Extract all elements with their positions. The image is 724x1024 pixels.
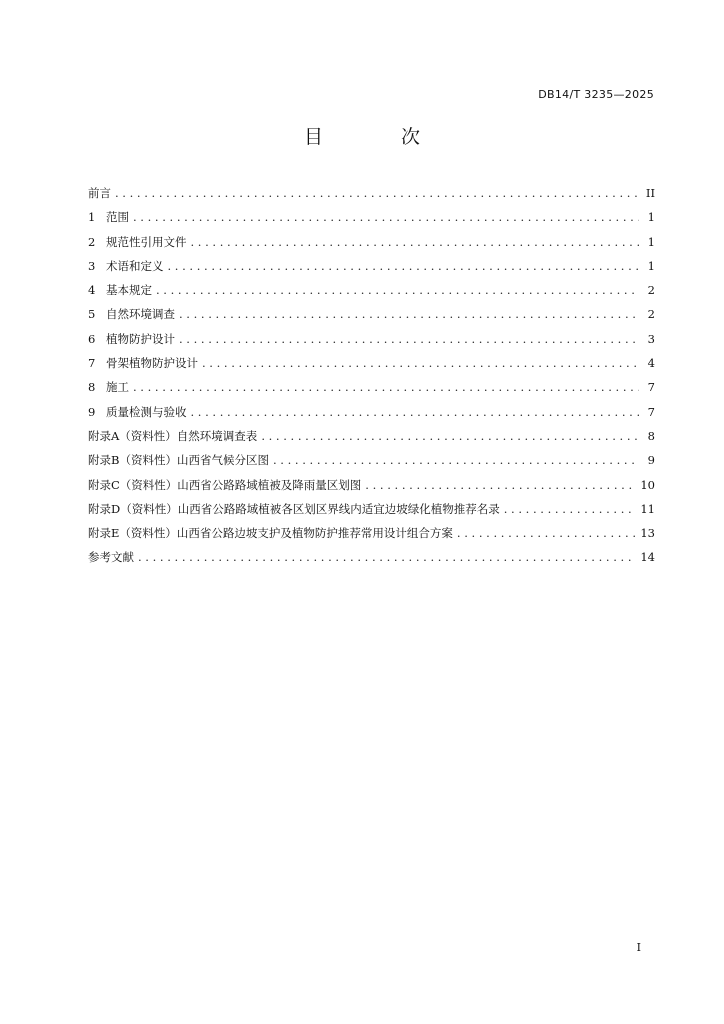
toc-leader-dots [179,332,639,346]
toc-entry-label: 附录A（资料性）自然环境调查表 [88,428,258,443]
table-of-contents [88,185,655,574]
toc-leader-dots [179,307,639,321]
page-title: 目 次 [303,126,457,148]
toc-entry-label: 基本规定 [106,283,152,298]
toc-entry-appendix-a[interactable] [88,428,655,452]
toc-leader-dots [191,405,640,419]
toc-entry-appendix-c[interactable] [88,477,655,501]
toc-entry-2[interactable] [88,234,655,258]
toc-entry-page: 10 [640,477,655,492]
toc-entry-number: 5 [88,307,96,322]
toc-entry-page: 1 [647,234,655,249]
toc-entry-label: 附录E（资料性）山西省公路边坡支护及植物防护推荐常用设计组合方案 [88,526,453,541]
toc-leader-dots [365,478,636,492]
toc-leader-dots [115,186,639,200]
standard-code: DB14/T 3235—2025 [538,88,654,101]
toc-entry-page: 11 [640,501,655,516]
toc-entry-number: 3 [88,258,96,273]
toc-leader-dots [261,429,639,443]
toc-entry-1[interactable] [88,209,655,233]
toc-entry-label: 质量检测与验收 [106,404,187,419]
toc-entry-page: 7 [647,404,655,419]
toc-entry-label: 施工 [106,380,129,395]
toc-leader-dots [133,210,639,224]
toc-entry-number: 7 [88,356,96,371]
toc-entry-label: 自然环境调查 [106,307,175,322]
toc-entry-page: 1 [647,258,655,273]
toc-entry-label: 参考文献 [88,550,134,565]
toc-leader-dots [504,502,637,516]
toc-leader-dots [156,283,639,297]
toc-entry-page: 8 [647,428,655,443]
toc-entry-foreword[interactable] [88,185,655,209]
toc-entry-label: 骨架植物防护设计 [106,356,198,371]
toc-entry-number: 6 [88,331,96,346]
toc-leader-dots [191,235,640,249]
toc-entry-label: 附录B（资料性）山西省气候分区图 [88,453,269,468]
toc-leader-dots [133,380,639,394]
toc-entry-page: 1 [647,210,655,225]
toc-leader-dots [457,526,636,540]
toc-entry-page: 2 [647,307,655,322]
page-number: I [636,941,641,954]
toc-entry-number: 1 [88,210,96,225]
toc-entry-9[interactable] [88,404,655,428]
toc-entry-label: 范围 [106,210,129,225]
toc-leader-dots [273,453,639,467]
toc-entry-7[interactable] [88,355,655,379]
toc-entry-number: 9 [88,404,96,419]
toc-entry-page: 7 [647,380,655,395]
toc-entry-appendix-e[interactable] [88,525,655,549]
toc-entry-number: 2 [88,234,96,249]
toc-entry-label: 术语和定义 [106,258,164,273]
toc-entry-number: 4 [88,283,96,298]
toc-entry-page: 4 [647,356,655,371]
toc-entry-references[interactable] [88,549,655,573]
toc-entry-page: 2 [647,283,655,298]
toc-leader-dots [168,259,640,273]
toc-entry-page: 9 [647,453,655,468]
toc-entry-4[interactable] [88,282,655,306]
toc-entry-label: 前言 [88,186,111,200]
toc-entry-page: 13 [640,526,655,541]
toc-leader-dots [202,356,639,370]
toc-entry-8[interactable] [88,379,655,403]
toc-entry-page: II [645,186,655,200]
toc-entry-label: 植物防护设计 [106,331,175,346]
toc-entry-page: 14 [640,550,655,565]
toc-entry-appendix-b[interactable] [88,452,655,476]
toc-entry-label: 附录C（资料性）山西省公路路域植被及降雨量区划图 [88,477,362,492]
toc-entry-page: 3 [647,331,655,346]
toc-entry-number: 8 [88,380,96,395]
toc-entry-3[interactable] [88,258,655,282]
toc-entry-label: 附录D（资料性）山西省公路路域植被各区划区界线内适宜边坡绿化植物推荐名录 [88,501,500,516]
toc-leader-dots [138,550,636,564]
toc-entry-label: 规范性引用文件 [106,234,187,249]
toc-entry-appendix-d[interactable] [88,501,655,525]
toc-entry-5[interactable] [88,306,655,330]
toc-entry-6[interactable] [88,331,655,355]
